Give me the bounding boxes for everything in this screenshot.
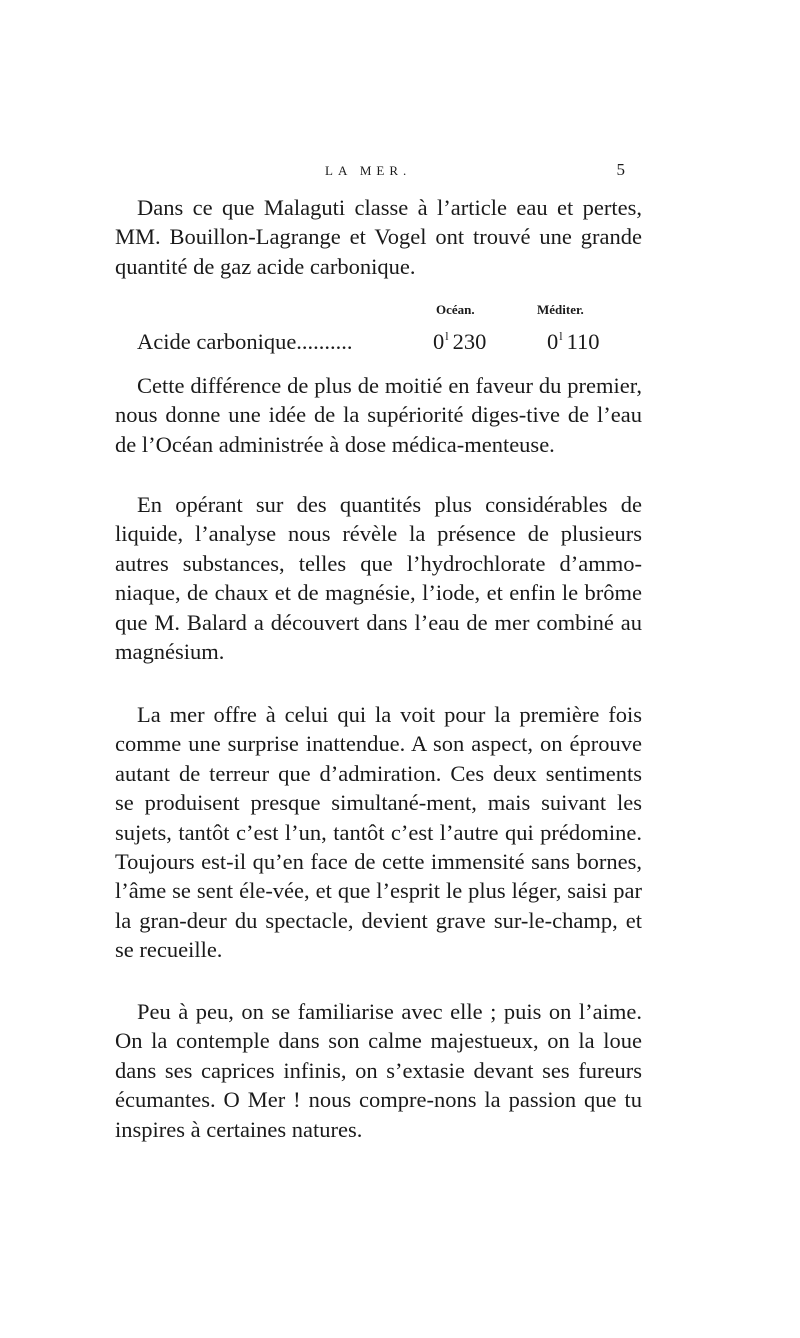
value-int: 0 [547,329,559,354]
paragraph-1 [115,193,642,281]
paragraph-text: Peu à peu, on se familiarise avec elle ; puis on l’aime. On la contemple dans son calme majestueux, on la loue dans ses caprices infinis, on s’extasie devant ses fureurs écumantes. O Mer ! nous compre-nons la passion que tu inspires à certaines natures. [115,999,642,1142]
column-header-mediter: Méditer. [537,302,584,317]
page-number: 5 [616,160,625,179]
running-header [115,160,625,185]
row-label: Acide carbonique.......... [137,329,353,354]
paragraph-4 [115,700,642,965]
table-row-acide-carbonique [115,329,642,359]
paragraph-text: La mer offre à celui qui la voit pour la première fois comme une surprise inattendue. A son aspect, on éprouve autant de terreur que d’admiration. Ces deux sentiments se produisent presque simultané-ment, mais suivant les sujets, tantôt c’est l’un, tantôt c’est l’autre qui prédomine. Toujours est-il qu’en face de cette immensité sans bornes, l’âme se sent éle-vée, et que l’esprit le plus léger, saisi par la gran-deur du spectacle, devient grave sur-le-champ, et se recueille. [115,702,642,963]
paragraph-text: En opérant sur des quantités plus considérables de liquide, l’analyse nous révèle la présence de plusieurs autres substances, telles que l’hydrochlorate d’ammo-niaque, de chaux et de magnésie, l’iode, et enfin le brôme que M. Balard a découvert dans l’eau de mer combiné au magnésium. [115,492,642,665]
paragraph-text: Cette différence de plus de moitié en faveur du premier, nous donne une idée de la supériorité diges-tive de l’eau de l’Océan administrée à dose médica-menteuse. [115,373,642,457]
paragraph-text: Dans ce que Malaguti classe à l’article eau et pertes, MM. Bouillon-Lagrange et Vogel ont trouvé une grande quantité de gaz acide carbonique. [115,195,642,279]
paragraph-2 [115,371,642,459]
paragraph-3 [115,490,642,666]
column-header-ocean: Océan. [436,302,475,317]
value-int: 0 [433,329,445,354]
paragraph-5 [115,997,642,1144]
value-mediter [547,329,600,355]
value-dec: 230 [452,329,487,354]
value-ocean [433,329,486,355]
value-dec: 110 [566,329,600,354]
table-header [115,302,642,320]
value-unit: l [445,329,449,343]
value-unit: l [559,329,563,343]
running-title: LA MER. [325,163,412,178]
